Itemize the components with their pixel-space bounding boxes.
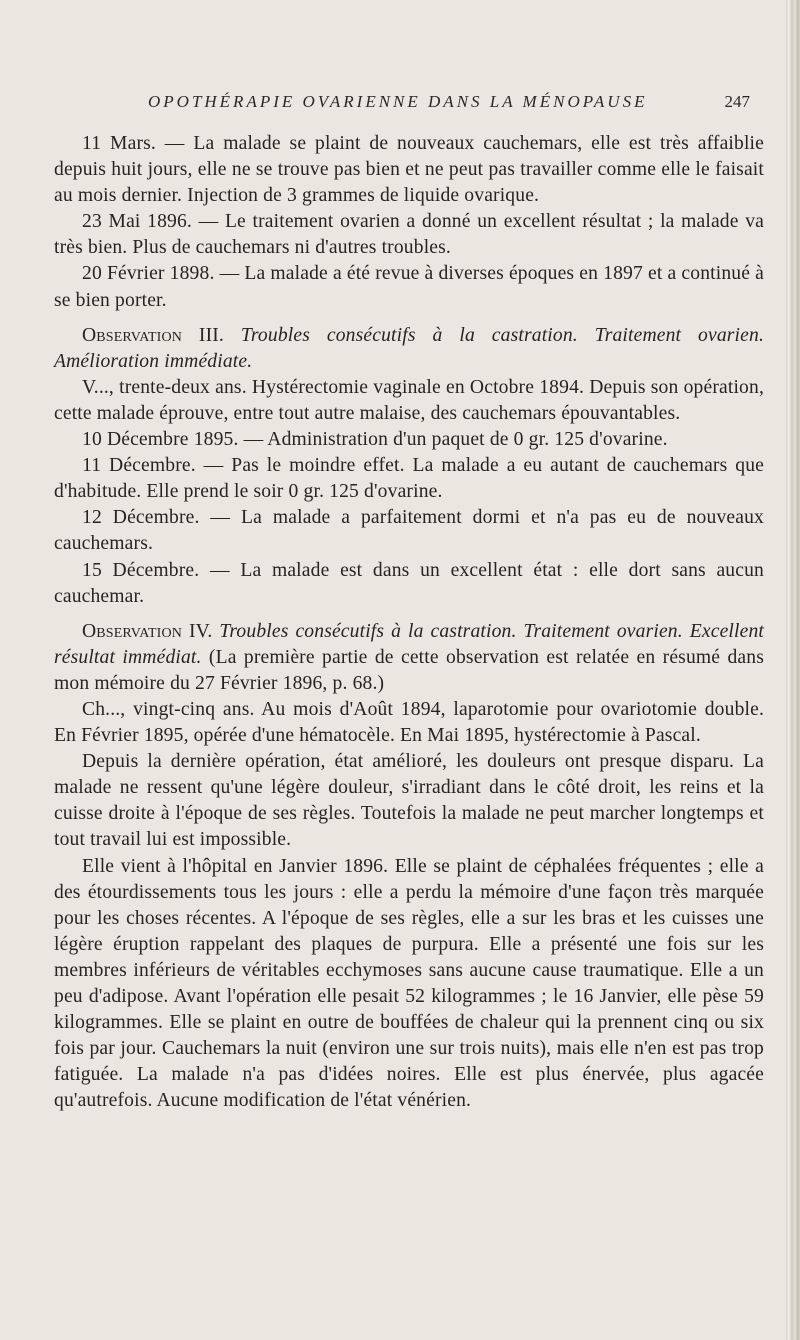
paragraph: 11 Décembre. — Pas le moindre effet. La malade a eu autant de cauchemars que d'habitude. Elle prend le soir 0 gr. 125 d'ovarine. [54, 455, 764, 503]
observation-label: Observation IV. [82, 620, 213, 642]
page-number: 247 [724, 92, 750, 111]
page-edge [786, 0, 800, 1340]
paragraph: 20 Février 1898. — La malade a été revue à diverses époques en 1897 et a continué à se bien porter. [54, 263, 764, 311]
observation-3-heading [54, 323, 764, 375]
paragraph: V..., trente-deux ans. Hystérectomie vaginale en Octobre 1894. Depuis son opération, cette malade éprouve, entre tout autre malaise, des cauchemars épouvantables. [54, 376, 764, 424]
running-title: OPOTHÉRAPIE OVARIENNE DANS LA MÉNOPAUSE [148, 92, 648, 111]
paragraph: 23 Mai 1896. — Le traitement ovarien a donné un excellent résultat ; la malade va très bien. Plus de cauchemars ni d'autres troubles. [54, 211, 764, 259]
observation-title: Troubles consécutifs à la castration. Traitement ovarien. Excellent résultat immédiat. [54, 620, 764, 668]
paragraph: Depuis la dernière opération, état amélioré, les douleurs ont presque disparu. La malade ne ressent qu'une légère douleur, s'irradiant dans le côté droit, les reins et la cuisse droite à l'époque de ses règles. Toutefois la malade ne peut marcher longtemps et tout travail lui est impossible. [54, 751, 764, 851]
body-text [54, 131, 764, 1114]
paragraph: 15 Décembre. — La malade est dans un excellent état : elle dort sans aucun cauchemar. [54, 559, 764, 607]
observation-note: (La première partie de cette observation est relatée en résumé dans mon mémoire du 27 Février 1896, p. 68.) [54, 646, 764, 694]
paragraph: Ch..., vingt-cinq ans. Au mois d'Août 1894, laparotomie pour ovariotomie double. En Février 1895, opérée d'une hématocèle. En Mai 1895, hystérectomie à Pascal. [54, 698, 764, 747]
paragraph: 12 Décembre. — La malade a parfaitement dormi et n'a pas eu de nouveaux cauchemars. [54, 507, 764, 555]
observation-label: Observation III. [82, 324, 224, 346]
paragraph: Elle vient à l'hôpital en Janvier 1896. Elle se plaint de céphalées fréquentes ; elle a des étourdissements tous les jours : elle a perdu la mémoire d'une façon très marquée pour les choses récentes. A l'époque de ses règles, elle a sur les bras et les cuisses une légère éruption rappelant des plaques de purpura. Elle a présenté une fois sur les membres inférieurs de véritables ecchymoses sans aucune cause traumatique. Elle a un peu d'adipose. Avant l'opération elle pesait 52 kilogrammes ; le 16 Janvier, elle pèse 59 kilogrammes. Elle se plaint en outre de bouffées de chaleur qui la prennent cinq ou six fois par jour. Cauchemars la nuit (environ une sur trois nuits), mais elle n'en est pas trop fatiguée. La malade n'a pas d'idées noires. Elle est plus énervée, plus agacée qu'autrefois. Aucune modification de l'état vénérien. [54, 855, 764, 1112]
observation-title: Troubles consécutifs à la castration. Traitement ovarien. Amélioration immédiate. [54, 324, 764, 372]
observation-4-heading [54, 619, 764, 697]
paragraph: 10 Décembre 1895. — Administration d'un paquet de 0 gr. 125 d'ovarine. [82, 429, 668, 451]
paragraph: 11 Mars. — La malade se plaint de nouveaux cauchemars, elle est très affaiblie depuis huit jours, elle ne se trouve pas bien et ne peut pas travailler comme elle le faisait au mois dernier. Injection de 3 grammes de liquide ovarique. [54, 133, 764, 207]
